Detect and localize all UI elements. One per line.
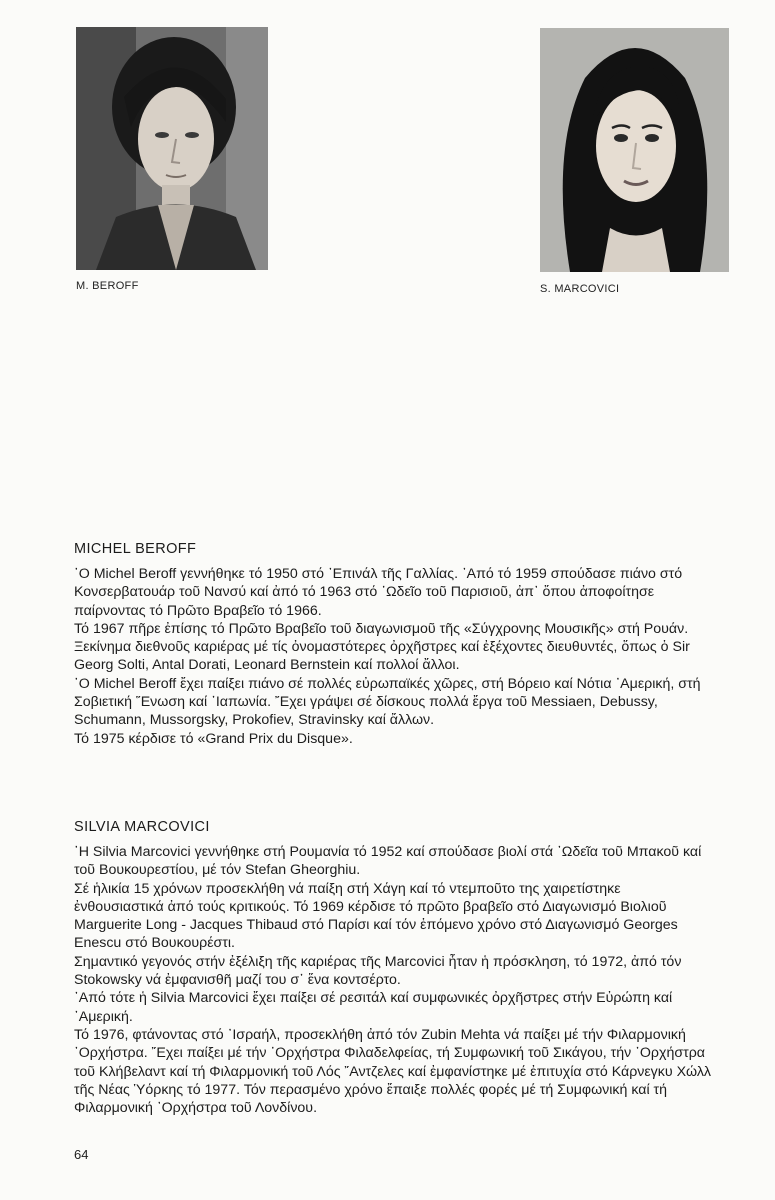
marcovici-paragraph: Τό 1976, φτάνοντας στό ᾽Ισραήλ, προσεκλήθη ἀπό τόν Zubin Mehta νά παίξει μέ τήν Φιλαρμονική ᾽Ορχήστρα. ῎Εχει παίξει μέ τήν ᾽Ορχήστρα Φιλαδελφείας, τή Συμφωνική τοῦ Σικάγου, τήν ᾽Ορχήστρα τοῦ Κλήβελαντ καί τή Φιλαρμονική τοῦ Λός ῎Αντζελες καί ἐμφανίστηκε μέ ἐπιτυχία στό Κάρνεγκυ Χώλλ τῆς Νέας Ὑόρκης τό 1977. Τόν περασμένο χρόνο ἔπαιξε πολλές φορές μέ τή Συμφωνική καί τή Φιλαρμονική ᾽Ορχήστρα τοῦ Λονδίνου. [74,1026,712,1117]
marcovici-paragraph: ᾽Από τότε ἡ Silvia Marcovici ἔχει παίξει σέ ρεσιτάλ καί συμφωνικές ὀρχῆστρες στήν Εὐρώπη καί ᾽Αμερική. [74,990,673,1025]
beroff-portrait-photo [76,27,268,270]
beroff-paragraph: ῾Ο Michel Beroff ἔχει παίξει πιάνο σέ πολλές εὐρωπαϊκές χῶρες, στή Βόρειο καί Νότια ᾽Αμερική, στή Σοβιετική ῞Ενωση καί ᾽Ιαπωνία. ῎Εχει γράψει σέ δίσκους πολλά ἔργα τοῦ Messiaen, Debussy, Schumann, Mussorgsky, Prokofiev, Stravinsky καί ἄλλων. [74,675,701,729]
beroff-photo-caption: M. BEROFF [76,280,139,292]
beroff-paragraph: ῾Ο Michel Beroff γεννήθηκε τό 1950 στό ᾽Επινάλ τῆς Γαλλίας. ᾽Από τό 1959 σπούδασε πιάνο στό Κονσερβατουάρ τοῦ Νανσύ καί ἀπό τό 1963 στό ᾽Ωδεῖο τοῦ Παρισιοῦ, ἀπ᾽ ὅπου ἀποφοίτησε παίρνοντας τό Πρῶτο Βραβεῖο τό 1966. [74,566,683,619]
marcovici-biography [74,819,714,1117]
page-number: 64 [74,1147,89,1162]
marcovici-paragraph: ῾Η Silvia Marcovici γεννήθηκε στή Ρουμανία τό 1952 καί σπούδασε βιολί στά ᾽Ωδεῖα τοῦ Μπακοῦ καί τοῦ Βουκουρεστίου, μέ τόν Stefan Gheorghiu. [74,844,702,879]
marcovici-paragraph: Σημαντικό γεγονός στήν ἐξέλιξη τῆς καριέρας τῆς Marcovici ἦταν ἡ πρόσκληση, τό 1972, ἀπό τόν Stokowsky νά ἐμφανισθῆ μαζί του σ᾽ ἕνα κοντσέρτο. [74,953,682,989]
beroff-heading: MICHEL BEROFF [74,541,197,557]
marcovici-paragraph: Σέ ἡλικία 15 χρόνων προσεκλήθη νά παίξη στή Χάγη καί τό ντεμποῦτο της χαιρετίστηκε ἐνθουσιαστικά ἀπό τούς κριτικούς. Τό 1969 κέρδισε τό πρῶτο βραβεῖο στό Διαγωνισμό Βιολιοῦ Marguerite Long - Jacques Thibaud στό Παρίσι καί τόν ἑπόμενο χρόνο στό Διαγωνισμό Georges Enescu στό Βουκουρέστι. [74,880,678,952]
marcovici-heading: SILVIA MARCOVICI [74,819,210,835]
beroff-paragraph: Τό 1975 κέρδισε τό «Grand Prix du Disque». [74,730,353,747]
beroff-paragraph: Τό 1967 πῆρε ἐπίσης τό Πρῶτο Βραβεῖο τοῦ διαγωνισμοῦ τῆς «Σύγχρονης Μουσικῆς» στή Ρουάν. Ξεκίνημα διεθνοῦς καριέρας μέ τίς ὀνομαστότερες ὀρχῆστρες καί ἐξέχοντες διευθυντές, ὅπως ὁ Sir Georg Solti, Antal Dorati, Leonard Bernstein καί πολλοί ἄλλοι. [74,620,690,674]
marcovici-photo-caption: S. MARCOVICI [540,283,620,295]
beroff-biography [74,541,714,748]
marcovici-portrait-photo [540,28,729,272]
